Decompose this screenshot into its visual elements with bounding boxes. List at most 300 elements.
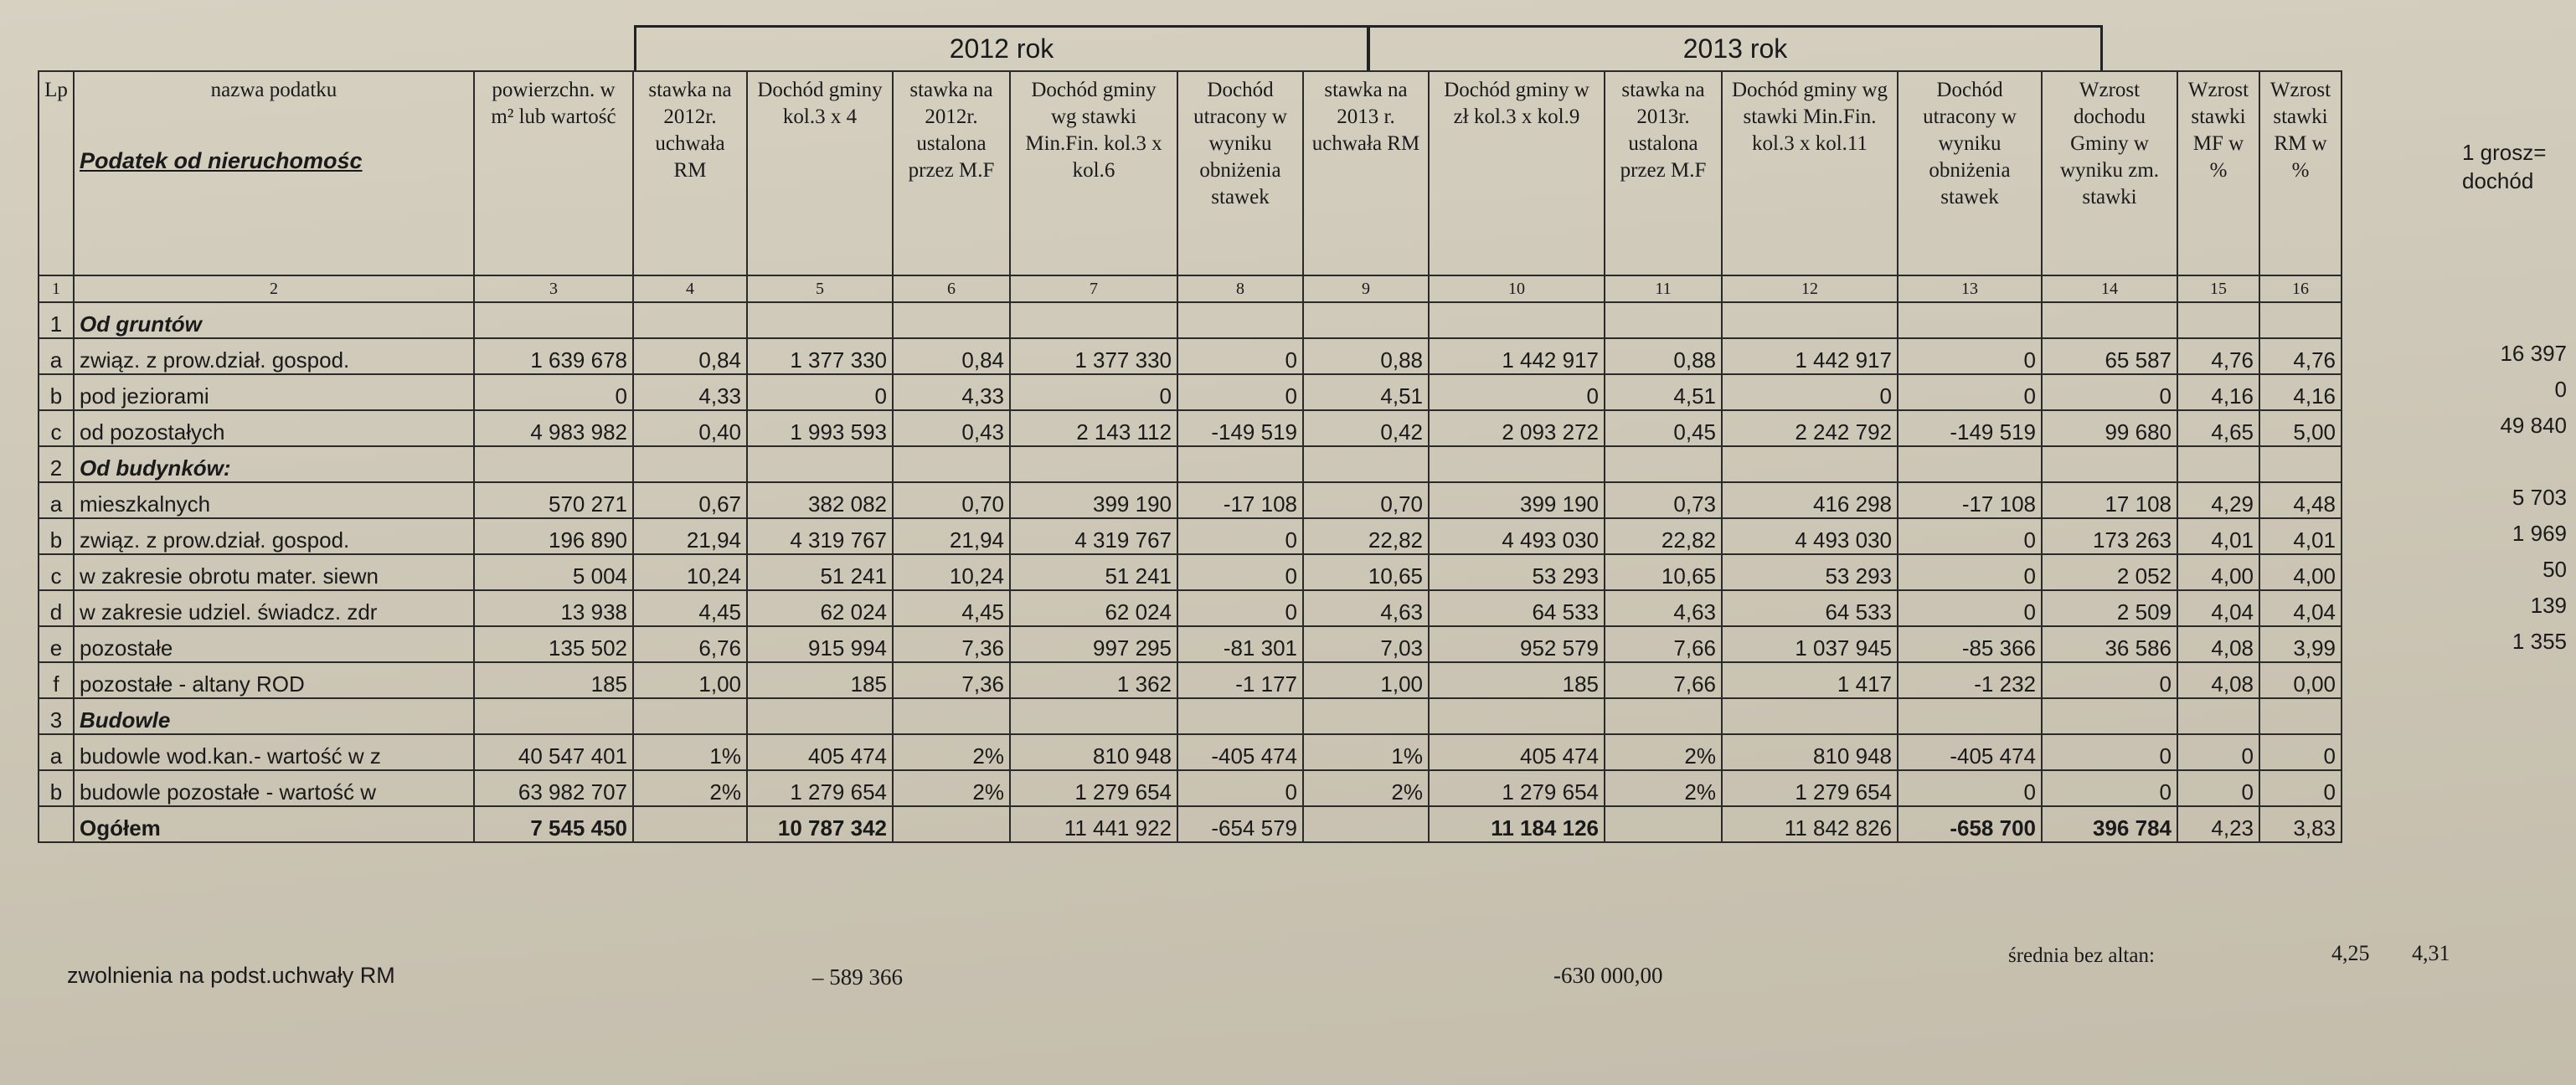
- cell-col-5: 1 993 593: [747, 410, 893, 446]
- cell-col-9: [1303, 806, 1429, 842]
- cell-col-13: 0: [1898, 770, 2042, 806]
- cell-col-16: 4,04: [2259, 590, 2342, 626]
- cell-col-4: 21,94: [633, 518, 747, 554]
- average-rm: 4,31: [2412, 941, 2450, 965]
- cell-col-8: -654 579: [1177, 806, 1303, 842]
- cell-col-13: [1898, 698, 2042, 734]
- cell-col-12: 416 298: [1722, 482, 1898, 518]
- row-lp: b: [39, 770, 74, 806]
- cell-col-5: 0: [747, 374, 893, 410]
- cell-col-11: 0,73: [1605, 482, 1722, 518]
- row-name: mieszkalnych: [74, 482, 474, 518]
- cell-col-9: 10,65: [1303, 554, 1429, 590]
- cell-col-15: [2177, 302, 2259, 338]
- cell-col-14: 0: [2042, 374, 2177, 410]
- row-name: od pozostałych: [74, 410, 474, 446]
- cell-col-13: -149 519: [1898, 410, 2042, 446]
- cell-col-9: 0,88: [1303, 338, 1429, 374]
- cell-col-14: 0: [2042, 770, 2177, 806]
- row-name: w zakresie obrotu mater. siewn: [74, 554, 474, 590]
- cell-col-12: [1722, 302, 1898, 338]
- cell-col-12: 810 948: [1722, 734, 1898, 770]
- cell-col-10: 4 493 030: [1429, 518, 1605, 554]
- cell-col-8: 0: [1177, 518, 1303, 554]
- cell-col-7: 399 190: [1010, 482, 1177, 518]
- row-lp: d: [39, 590, 74, 626]
- cell-col-6: 2%: [893, 734, 1010, 770]
- table-row: [39, 590, 2342, 626]
- row-lp: f: [39, 662, 74, 698]
- cell-col-12: 0: [1722, 374, 1898, 410]
- table-row: [39, 554, 2342, 590]
- cell-col-8: 0: [1177, 338, 1303, 374]
- cell-col-3: 13 938: [474, 590, 633, 626]
- cell-col-5: [747, 698, 893, 734]
- cell-col-12: [1722, 446, 1898, 482]
- cell-col-7: [1010, 302, 1177, 338]
- table-row: [39, 482, 2342, 518]
- cell-col-6: 4,33: [893, 374, 1010, 410]
- cell-col-8: -405 474: [1177, 734, 1303, 770]
- cell-col-8: 0: [1177, 770, 1303, 806]
- row-name: Budowle: [74, 698, 474, 734]
- cell-col-4: 4,45: [633, 590, 747, 626]
- cell-col-6: 10,24: [893, 554, 1010, 590]
- cell-col-15: 4,65: [2177, 410, 2259, 446]
- column-number-14: 14: [2042, 275, 2177, 302]
- cell-col-8: 0: [1177, 590, 1303, 626]
- cell-col-11: 10,65: [1605, 554, 1722, 590]
- cell-col-3: 185: [474, 662, 633, 698]
- header-rate-2012-mf: stawka na 2012r. ustalona przez M.F: [893, 71, 1010, 275]
- column-number-5: 5: [747, 275, 893, 302]
- table-row: [39, 518, 2342, 554]
- column-number-10: 10: [1429, 275, 1605, 302]
- section-row: [39, 446, 2342, 482]
- grosz-income-header: 1 grosz= dochód: [2462, 140, 2547, 193]
- cell-col-5: 405 474: [747, 734, 893, 770]
- cell-col-4: [633, 302, 747, 338]
- cell-col-15: 4,08: [2177, 662, 2259, 698]
- cell-col-12: 64 533: [1722, 590, 1898, 626]
- cell-col-3: 7 545 450: [474, 806, 633, 842]
- cell-col-13: 0: [1898, 374, 2042, 410]
- section-row: [39, 302, 2342, 338]
- cell-col-5: [747, 446, 893, 482]
- cell-col-9: 4,51: [1303, 374, 1429, 410]
- grosz-income-value: 1 969: [2512, 521, 2567, 546]
- table-row: [39, 662, 2342, 698]
- cell-col-14: [2042, 302, 2177, 338]
- cell-col-3: 1 639 678: [474, 338, 633, 374]
- header-area: powierzchn. w m² lub wartość: [474, 71, 633, 275]
- row-name: budowle wod.kan.- wartość w z: [74, 734, 474, 770]
- cell-col-7: 1 279 654: [1010, 770, 1177, 806]
- cell-col-16: [2259, 446, 2342, 482]
- cell-col-14: 0: [2042, 734, 2177, 770]
- column-number-15: 15: [2177, 275, 2259, 302]
- row-name: Od gruntów: [74, 302, 474, 338]
- table-row: [39, 410, 2342, 446]
- column-number-2: 2: [74, 275, 474, 302]
- header-rate-2012-rm: stawka na 2012r. uchwała RM: [633, 71, 747, 275]
- cell-col-16: 0: [2259, 770, 2342, 806]
- header-rate-2013-rm: stawka na 2013 r. uchwała RM: [1303, 71, 1429, 275]
- cell-col-6: 2%: [893, 770, 1010, 806]
- column-number-6: 6: [893, 275, 1010, 302]
- cell-col-3: 63 982 707: [474, 770, 633, 806]
- cell-col-8: -17 108: [1177, 482, 1303, 518]
- cell-col-9: [1303, 302, 1429, 338]
- cell-col-10: 399 190: [1429, 482, 1605, 518]
- row-lp: a: [39, 338, 74, 374]
- cell-col-7: 1 362: [1010, 662, 1177, 698]
- row-lp: e: [39, 626, 74, 662]
- cell-col-16: [2259, 302, 2342, 338]
- table-row: [39, 338, 2342, 374]
- cell-col-3: 135 502: [474, 626, 633, 662]
- cell-col-4: [633, 806, 747, 842]
- year-2012-label: 2012 rok: [636, 28, 1370, 70]
- cell-col-3: [474, 302, 633, 338]
- row-name: pod jeziorami: [74, 374, 474, 410]
- cell-col-6: 0,84: [893, 338, 1010, 374]
- row-lp: a: [39, 734, 74, 770]
- cell-col-7: 62 024: [1010, 590, 1177, 626]
- table-header-row: [39, 71, 2342, 275]
- column-number-7: 7: [1010, 275, 1177, 302]
- cell-col-9: 7,03: [1303, 626, 1429, 662]
- section-row: [39, 698, 2342, 734]
- table-row: [39, 626, 2342, 662]
- cell-col-14: [2042, 446, 2177, 482]
- row-name: związ. z prow.dział. gospod.: [74, 338, 474, 374]
- cell-col-3: 4 983 982: [474, 410, 633, 446]
- cell-col-12: 53 293: [1722, 554, 1898, 590]
- cell-col-10: 64 533: [1429, 590, 1605, 626]
- cell-col-13: -85 366: [1898, 626, 2042, 662]
- cell-col-11: [1605, 806, 1722, 842]
- cell-col-11: 22,82: [1605, 518, 1722, 554]
- cell-col-7: 997 295: [1010, 626, 1177, 662]
- cell-col-11: 2%: [1605, 734, 1722, 770]
- cell-col-12: 1 442 917: [1722, 338, 1898, 374]
- cell-col-7: 2 143 112: [1010, 410, 1177, 446]
- cell-col-13: -658 700: [1898, 806, 2042, 842]
- cell-col-15: 0: [2177, 734, 2259, 770]
- cell-col-8: -81 301: [1177, 626, 1303, 662]
- row-name: związ. z prow.dział. gospod.: [74, 518, 474, 554]
- exemptions-label: zwolnienia na podst.uchwały RM: [67, 963, 395, 988]
- cell-col-5: 382 082: [747, 482, 893, 518]
- column-number-13: 13: [1898, 275, 2042, 302]
- cell-col-16: 4,16: [2259, 374, 2342, 410]
- cell-col-16: 0,00: [2259, 662, 2342, 698]
- cell-col-15: [2177, 698, 2259, 734]
- cell-col-12: 4 493 030: [1722, 518, 1898, 554]
- cell-col-7: 11 441 922: [1010, 806, 1177, 842]
- cell-col-15: 4,23: [2177, 806, 2259, 842]
- column-number-4: 4: [633, 275, 747, 302]
- cell-col-5: 915 994: [747, 626, 893, 662]
- cell-col-15: 4,04: [2177, 590, 2259, 626]
- grosz-income-value: 1 355: [2512, 629, 2567, 654]
- table-row: [39, 374, 2342, 410]
- cell-col-6: 7,36: [893, 626, 1010, 662]
- cell-col-13: -17 108: [1898, 482, 2042, 518]
- table-row: [39, 770, 2342, 806]
- row-lp: b: [39, 374, 74, 410]
- column-number-1: 1: [39, 275, 74, 302]
- grosz-income-value: 50: [2543, 557, 2567, 582]
- cell-col-10: 0: [1429, 374, 1605, 410]
- cell-col-7: [1010, 446, 1177, 482]
- cell-col-13: 0: [1898, 590, 2042, 626]
- cell-col-14: 173 263: [2042, 518, 2177, 554]
- header-growth-mf: Wzrost stawki MF w %: [2177, 71, 2259, 275]
- cell-col-16: 0: [2259, 734, 2342, 770]
- header-growth-rm: Wzrost stawki RM w %: [2259, 71, 2342, 275]
- header-growth: Wzrost dochodu Gminy w wyniku zm. stawki: [2042, 71, 2177, 275]
- column-number-row: [39, 275, 2342, 302]
- cell-col-8: -1 177: [1177, 662, 1303, 698]
- cell-col-11: [1605, 302, 1722, 338]
- cell-col-15: 4,00: [2177, 554, 2259, 590]
- cell-col-8: [1177, 302, 1303, 338]
- cell-col-13: [1898, 302, 2042, 338]
- cell-col-14: 99 680: [2042, 410, 2177, 446]
- row-lp: a: [39, 482, 74, 518]
- cell-col-6: [893, 806, 1010, 842]
- row-lp: c: [39, 554, 74, 590]
- cell-col-16: 3,83: [2259, 806, 2342, 842]
- cell-col-6: 4,45: [893, 590, 1010, 626]
- row-name: pozostałe: [74, 626, 474, 662]
- cell-col-12: 1 417: [1722, 662, 1898, 698]
- cell-col-5: 1 377 330: [747, 338, 893, 374]
- average-mf: 4,25: [2331, 941, 2370, 965]
- cell-col-9: [1303, 698, 1429, 734]
- column-number-9: 9: [1303, 275, 1429, 302]
- cell-col-13: -405 474: [1898, 734, 2042, 770]
- cell-col-15: 0: [2177, 770, 2259, 806]
- grosz-income-value: 5 703: [2512, 485, 2567, 510]
- cell-col-13: [1898, 446, 2042, 482]
- cell-col-5: 62 024: [747, 590, 893, 626]
- cell-col-8: 0: [1177, 374, 1303, 410]
- cell-col-3: [474, 446, 633, 482]
- column-number-12: 12: [1722, 275, 1898, 302]
- cell-col-4: 0,84: [633, 338, 747, 374]
- cell-col-7: 4 319 767: [1010, 518, 1177, 554]
- cell-col-12: [1722, 698, 1898, 734]
- cell-col-16: 4,76: [2259, 338, 2342, 374]
- cell-col-4: 0,67: [633, 482, 747, 518]
- header-income-2012-mf: Dochód gminy wg stawki Min.Fin. kol.3 x kol.6: [1010, 71, 1177, 275]
- cell-col-3: 5 004: [474, 554, 633, 590]
- cell-col-11: [1605, 446, 1722, 482]
- cell-col-5: 4 319 767: [747, 518, 893, 554]
- cell-col-5: [747, 302, 893, 338]
- cell-col-3: 196 890: [474, 518, 633, 554]
- cell-col-7: 810 948: [1010, 734, 1177, 770]
- cell-col-10: [1429, 302, 1605, 338]
- year-2013-label: 2013 rok: [1682, 33, 1788, 64]
- cell-col-11: 2%: [1605, 770, 1722, 806]
- cell-col-9: 1%: [1303, 734, 1429, 770]
- cell-col-6: [893, 446, 1010, 482]
- column-number-16: 16: [2259, 275, 2342, 302]
- cell-col-14: [2042, 698, 2177, 734]
- cell-col-9: 0,70: [1303, 482, 1429, 518]
- cell-col-10: 11 184 126: [1429, 806, 1605, 842]
- cell-col-11: 0,45: [1605, 410, 1722, 446]
- cell-col-10: 405 474: [1429, 734, 1605, 770]
- cell-col-4: 10,24: [633, 554, 747, 590]
- header-lost-2013: Dochód utracony w wyniku obniżenia stawek: [1898, 71, 2042, 275]
- cell-col-14: 2 052: [2042, 554, 2177, 590]
- header-income-2012: Dochód gminy kol.3 x 4: [747, 71, 893, 275]
- cell-col-16: 4,00: [2259, 554, 2342, 590]
- header-name: [74, 71, 474, 275]
- header-rate-2013-mf: stawka na 2013r. ustalona przez M.F: [1605, 71, 1722, 275]
- total-row: [39, 806, 2342, 842]
- row-lp: [39, 806, 74, 842]
- cell-col-14: 17 108: [2042, 482, 2177, 518]
- cell-col-6: [893, 698, 1010, 734]
- cell-col-10: [1429, 698, 1605, 734]
- cell-col-8: [1177, 698, 1303, 734]
- cell-col-7: 51 241: [1010, 554, 1177, 590]
- cell-col-3: [474, 698, 633, 734]
- average-label: średnia bez altan:: [2008, 944, 2155, 967]
- cell-col-9: 0,42: [1303, 410, 1429, 446]
- cell-col-15: 4,16: [2177, 374, 2259, 410]
- cell-col-16: 4,48: [2259, 482, 2342, 518]
- cell-col-16: 4,01: [2259, 518, 2342, 554]
- row-name: Ogółem: [74, 806, 474, 842]
- tax-table: [38, 70, 2342, 843]
- row-lp: c: [39, 410, 74, 446]
- cell-col-10: 1 442 917: [1429, 338, 1605, 374]
- cell-col-11: 4,63: [1605, 590, 1722, 626]
- cell-col-11: 0,88: [1605, 338, 1722, 374]
- cell-col-10: [1429, 446, 1605, 482]
- grosz-income-value: 16 397: [2500, 341, 2567, 366]
- row-name: w zakresie udziel. świadcz. zdr: [74, 590, 474, 626]
- cell-col-15: [2177, 446, 2259, 482]
- cell-col-8: 0: [1177, 554, 1303, 590]
- cell-col-15: 4,01: [2177, 518, 2259, 554]
- row-lp: 1: [39, 302, 74, 338]
- grosz-income-value: 49 840: [2500, 413, 2567, 438]
- cell-col-12: 2 242 792: [1722, 410, 1898, 446]
- cell-col-7: [1010, 698, 1177, 734]
- row-name: pozostałe - altany ROD: [74, 662, 474, 698]
- cell-col-5: 10 787 342: [747, 806, 893, 842]
- cell-col-4: 1%: [633, 734, 747, 770]
- cell-col-6: 21,94: [893, 518, 1010, 554]
- cell-col-13: -1 232: [1898, 662, 2042, 698]
- cell-col-14: 396 784: [2042, 806, 2177, 842]
- cell-col-6: 7,36: [893, 662, 1010, 698]
- header-income-2013: Dochód gminy w zł kol.3 x kol.9: [1429, 71, 1605, 275]
- cell-col-4: [633, 698, 747, 734]
- cell-col-11: 4,51: [1605, 374, 1722, 410]
- cell-col-7: 1 377 330: [1010, 338, 1177, 374]
- column-number-11: 11: [1605, 275, 1722, 302]
- cell-col-12: 1 279 654: [1722, 770, 1898, 806]
- cell-col-9: 1,00: [1303, 662, 1429, 698]
- header-name-label: nazwa podatku: [210, 79, 337, 101]
- cell-col-10: 2 093 272: [1429, 410, 1605, 446]
- cell-col-5: 51 241: [747, 554, 893, 590]
- exemptions-2012: – 589 366: [812, 964, 903, 990]
- cell-col-16: 5,00: [2259, 410, 2342, 446]
- cell-col-13: 0: [1898, 518, 2042, 554]
- cell-col-11: [1605, 698, 1722, 734]
- cell-col-3: 40 547 401: [474, 734, 633, 770]
- column-number-8: 8: [1177, 275, 1303, 302]
- table-row: [39, 734, 2342, 770]
- table-title: Podatek od nieruchomośc: [80, 148, 363, 173]
- row-name: Od budynków:: [74, 446, 474, 482]
- cell-col-11: 7,66: [1605, 662, 1722, 698]
- cell-col-10: 53 293: [1429, 554, 1605, 590]
- cell-col-6: 0,70: [893, 482, 1010, 518]
- cell-col-16: [2259, 698, 2342, 734]
- cell-col-14: 36 586: [2042, 626, 2177, 662]
- cell-col-4: [633, 446, 747, 482]
- cell-col-5: 1 279 654: [747, 770, 893, 806]
- header-lp: Lp: [39, 71, 74, 275]
- cell-col-3: 0: [474, 374, 633, 410]
- cell-col-4: 6,76: [633, 626, 747, 662]
- cell-col-10: 1 279 654: [1429, 770, 1605, 806]
- row-name: budowle pozostałe - wartość w: [74, 770, 474, 806]
- year-header: [634, 25, 2103, 70]
- cell-col-13: 0: [1898, 338, 2042, 374]
- cell-col-9: [1303, 446, 1429, 482]
- cell-col-9: 22,82: [1303, 518, 1429, 554]
- cell-col-15: 4,08: [2177, 626, 2259, 662]
- cell-col-15: 4,76: [2177, 338, 2259, 374]
- cell-col-15: 4,29: [2177, 482, 2259, 518]
- cell-col-4: 4,33: [633, 374, 747, 410]
- cell-col-14: 0: [2042, 662, 2177, 698]
- cell-col-6: 0,43: [893, 410, 1010, 446]
- cell-col-5: 185: [747, 662, 893, 698]
- grosz-income-value: 0: [2554, 377, 2567, 402]
- cell-col-9: 4,63: [1303, 590, 1429, 626]
- cell-col-8: -149 519: [1177, 410, 1303, 446]
- cell-col-14: 65 587: [2042, 338, 2177, 374]
- cell-col-4: 0,40: [633, 410, 747, 446]
- cell-col-16: 3,99: [2259, 626, 2342, 662]
- cell-col-10: 952 579: [1429, 626, 1605, 662]
- row-lp: 2: [39, 446, 74, 482]
- cell-col-6: [893, 302, 1010, 338]
- cell-col-7: 0: [1010, 374, 1177, 410]
- grosz-income-value: 139: [2530, 593, 2567, 618]
- cell-col-12: 1 037 945: [1722, 626, 1898, 662]
- cell-col-9: 2%: [1303, 770, 1429, 806]
- column-number-3: 3: [474, 275, 633, 302]
- cell-col-12: 11 842 826: [1722, 806, 1898, 842]
- cell-col-11: 7,66: [1605, 626, 1722, 662]
- row-lp: 3: [39, 698, 74, 734]
- cell-col-4: 1,00: [633, 662, 747, 698]
